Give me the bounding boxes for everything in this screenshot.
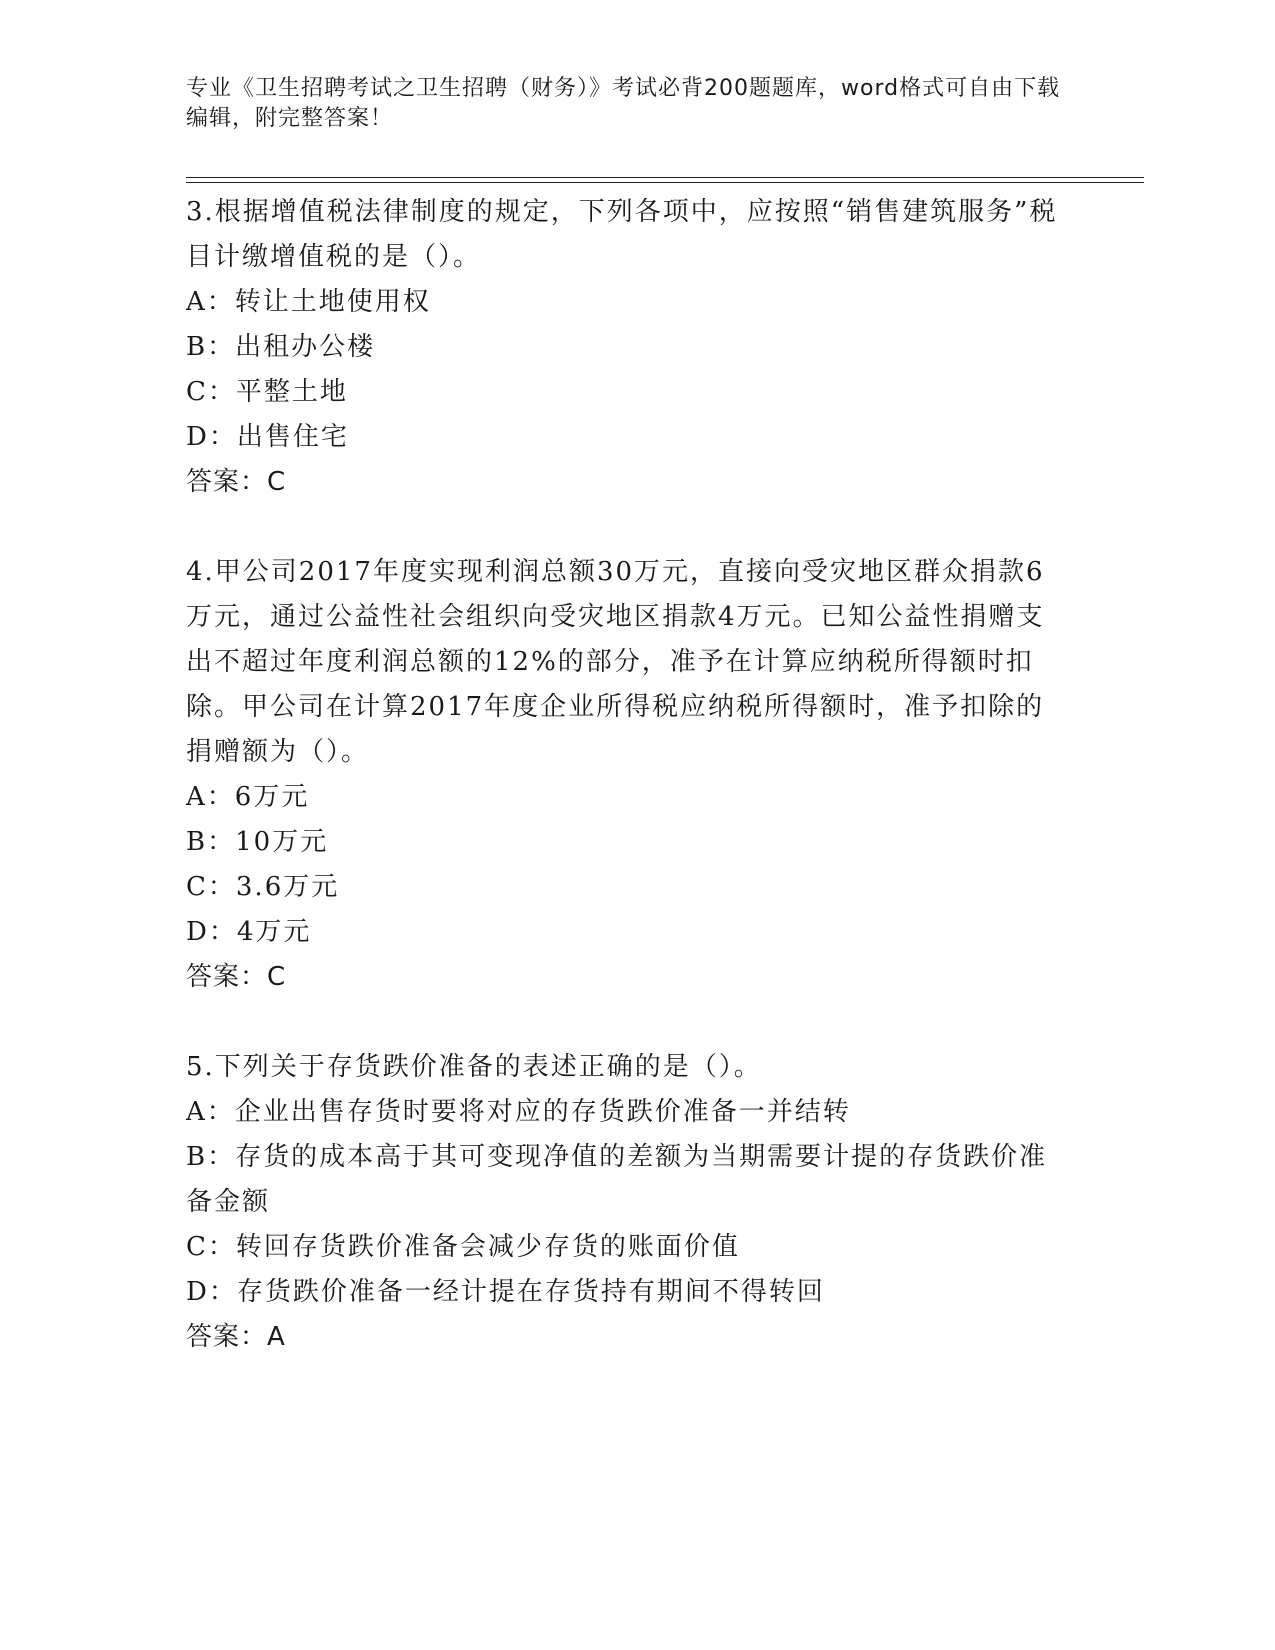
- option-d: D：存货跌价准备一经计提在存货持有期间不得转回: [186, 1277, 825, 1307]
- option-d: D：4万元: [186, 917, 312, 947]
- question-stem: 3.根据增值税法律制度的规定，下列各项中，应按照“销售建筑服务”税目计缴增值税的是（）。: [186, 197, 1058, 272]
- question-5: [186, 1045, 1066, 1360]
- answer-line: 答案：C: [186, 467, 287, 497]
- option-c: C：转回存货跌价准备会减少存货的账面价值: [186, 1232, 740, 1262]
- document-header: 专业《卫生招聘考试之卫生招聘（财务）》考试必背200题题库，word格式可自由下载编辑，附完整答案！: [186, 76, 1061, 131]
- question-spacer: [186, 1000, 1066, 1045]
- option-a: A：6万元: [186, 782, 310, 812]
- option-c: C：3.6万元: [186, 872, 340, 902]
- header-divider-top: [186, 177, 1144, 178]
- option-a: A：企业出售存货时要将对应的存货跌价准备一并结转: [186, 1097, 851, 1127]
- option-b: B：存货的成本高于其可变现净值的差额为当期需要计提的存货跌价准备金额: [186, 1142, 1048, 1217]
- option-b: B：出租办公楼: [186, 332, 376, 362]
- question-list: [186, 190, 1066, 1360]
- header-divider-bottom: [186, 182, 1144, 183]
- question-spacer: [186, 505, 1066, 550]
- option-b: B：10万元: [186, 827, 329, 857]
- question-3: [186, 190, 1066, 505]
- question-stem: 5.下列关于存货跌价准备的表述正确的是（）。: [186, 1052, 762, 1082]
- option-d: D：出售住宅: [186, 422, 349, 452]
- option-a: A：转让土地使用权: [186, 287, 431, 317]
- answer-line: 答案：A: [186, 1322, 286, 1352]
- answer-line: 答案：C: [186, 962, 287, 992]
- option-c: C：平整土地: [186, 377, 348, 407]
- question-stem: 4.甲公司2017年度实现利润总额30万元，直接向受灾地区群众捐款6万元，通过公益性社会组织向受灾地区捐款4万元。已知公益性捐赠支出不超过年度利润总额的12%的部分，准予在计算应纳税所得额时扣除。甲公司在计算2017年度企业所得税应纳税所得额时，准予扣除的捐赠额为（）。: [186, 557, 1045, 767]
- question-4: [186, 550, 1066, 1000]
